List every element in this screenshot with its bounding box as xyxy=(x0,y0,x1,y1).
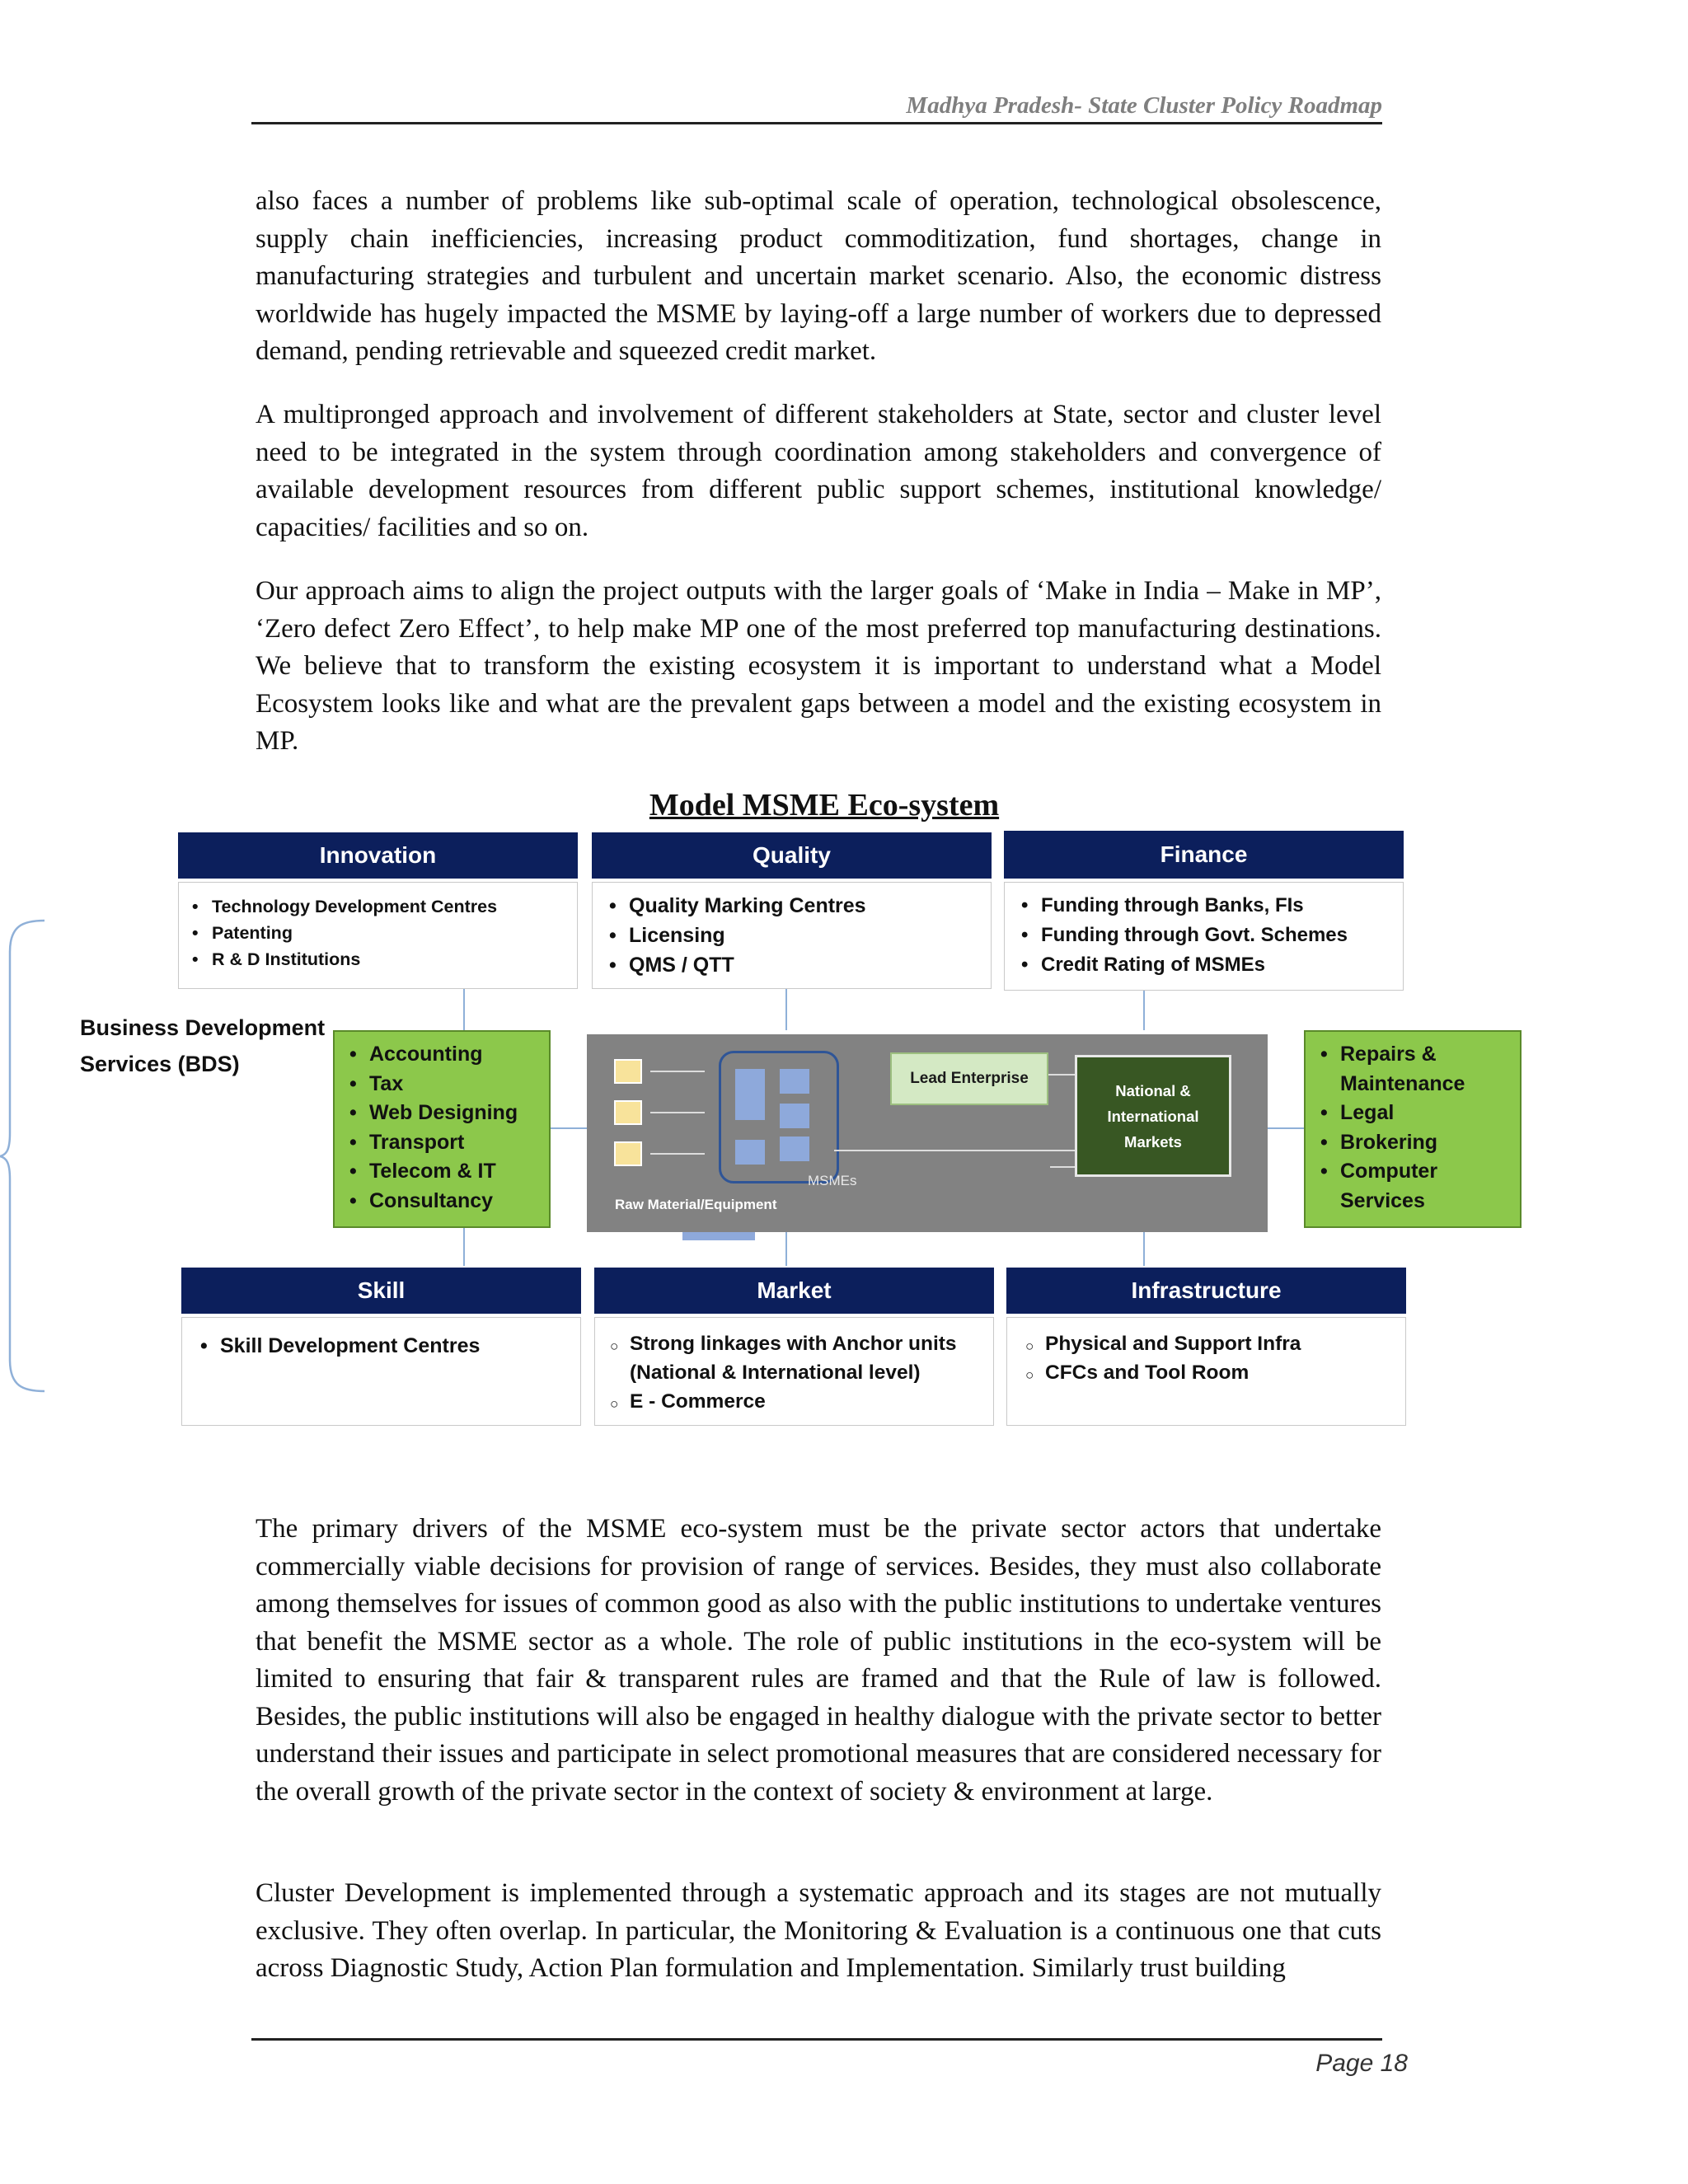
panel-tab xyxy=(682,1232,755,1240)
bds-bracket xyxy=(0,919,49,1393)
list-item: • Legal xyxy=(1320,1099,1512,1128)
connector-line xyxy=(463,989,465,1030)
msme-unit xyxy=(735,1140,765,1165)
skill-box xyxy=(181,1317,581,1426)
connector-line xyxy=(551,1127,587,1129)
innovation-box xyxy=(178,882,578,989)
header-rule xyxy=(251,122,1382,124)
flow-line xyxy=(650,1153,705,1155)
list-item: • Repairs & Maintenance xyxy=(1320,1040,1512,1099)
list-item: • Patenting xyxy=(192,920,564,946)
connector-line xyxy=(1143,989,1145,1030)
list-item: • Transport xyxy=(349,1128,539,1158)
connector-line xyxy=(463,1226,465,1266)
flow-line xyxy=(1050,1166,1075,1168)
connector-line xyxy=(1143,1226,1145,1266)
bds-label-line: Services (BDS) xyxy=(80,1052,240,1076)
list-item: ○ E - Commerce xyxy=(610,1387,978,1416)
market-box xyxy=(594,1317,994,1426)
list-item: • Licensing xyxy=(609,921,974,950)
paragraph-5: Cluster Development is implemented through a systematic approach and its stages are not mutually exclusive. They often overlap. In particular, the Monitoring & Evaluation is a continuous one that cuts across Diagnostic Study, Action Plan formulation and Implementation. Similarly trust building xyxy=(256,1878,1381,1983)
list-item: • Telecom & IT xyxy=(349,1157,539,1187)
list-item: ○ Physical and Support Infra xyxy=(1025,1329,1387,1358)
infrastructure-box xyxy=(1006,1317,1406,1426)
lead-enterprise-box: Lead Enterprise xyxy=(890,1052,1048,1105)
list-item: • Consultancy xyxy=(349,1187,539,1216)
raw-material-box xyxy=(614,1100,642,1125)
flow-line xyxy=(650,1112,705,1113)
connector-line xyxy=(785,1226,787,1266)
connector-line xyxy=(785,989,787,1030)
msme-cluster-panel xyxy=(587,1034,1268,1232)
quality-box xyxy=(592,882,992,989)
markets-label: International xyxy=(1107,1107,1199,1125)
quality-header: Quality xyxy=(592,832,992,879)
paragraph-2: A multipronged approach and involvement of different stakeholders at State, sector and cluster level need to be integrated in the system through coordination among stakeholders and convergence of available development resources from different public support schemes, institutional knowledge/ capacities/ facilities and so on. xyxy=(256,400,1381,542)
bds-label-line: Business Development xyxy=(80,1015,326,1040)
finance-box xyxy=(1004,882,1404,991)
flow-line xyxy=(650,1071,705,1072)
list-item: • Funding through Govt. Schemes xyxy=(1021,921,1386,950)
list-item: • Tax xyxy=(349,1070,539,1099)
list-item: ○ Strong linkages with Anchor units (National & International level) xyxy=(610,1329,978,1387)
infrastructure-header: Infrastructure xyxy=(1006,1268,1406,1314)
list-item: • Technology Development Centres xyxy=(192,893,564,920)
list-item: • Computer Services xyxy=(1320,1157,1512,1216)
skill-header: Skill xyxy=(181,1268,581,1314)
list-item: • Brokering xyxy=(1320,1128,1512,1158)
list-item: • Quality Marking Centres xyxy=(609,891,974,921)
msme-unit xyxy=(780,1104,809,1128)
list-item: • Funding through Banks, FIs xyxy=(1021,891,1386,921)
running-header: Madhya Pradesh- State Cluster Policy Roadmap xyxy=(906,92,1382,119)
list-item: • Accounting xyxy=(349,1040,539,1070)
list-item: • Credit Rating of MSMEs xyxy=(1021,950,1386,980)
raw-material-box xyxy=(614,1141,642,1166)
list-item: • Web Designing xyxy=(349,1099,539,1128)
raw-material-label: Raw Material/Equipment xyxy=(615,1197,777,1212)
msmes-label: MSMEs xyxy=(808,1173,857,1188)
msme-unit xyxy=(735,1069,765,1120)
list-item: • R & D Institutions xyxy=(192,946,564,972)
markets-box xyxy=(1075,1055,1231,1177)
bds-services-right xyxy=(1304,1030,1522,1228)
list-item: ○ CFCs and Tool Room xyxy=(1025,1358,1387,1387)
list-item: • Skill Development Centres xyxy=(200,1331,562,1361)
bds-services-left xyxy=(333,1030,551,1228)
markets-label: Markets xyxy=(1124,1132,1182,1151)
bds-label xyxy=(80,1010,325,1082)
list-item: • QMS / QTT xyxy=(609,950,974,980)
finance-header: Finance xyxy=(1004,831,1404,879)
msme-unit xyxy=(780,1069,809,1094)
paragraph-1: also faces a number of problems like sub-optimal scale of operation, technological obsolescence, supply chain inefficiencies, increasing product commoditization, fund shortages, change in manufacturing strategies and turbulent and uncertain market scenario. Also, the economic distress worldwide has hugely impacted the MSME by laying-off a large number of workers due to depressed demand, pending retrievable and squeezed credit market. xyxy=(256,186,1381,366)
page-number: Page 18 xyxy=(1315,2050,1408,2077)
market-header: Market xyxy=(594,1268,994,1314)
paragraph-3: Our approach aims to align the project outputs with the larger goals of ‘Make in India – Make in MP’, ‘Zero defect Zero Effect’, to help make MP one of the most preferred top manufacturing destinations. We believe that to transform the existing ecosystem it is important to understand what a Model Ecosystem looks like and what are the prevalent gaps between a model and the existing ecosystem in MP. xyxy=(256,576,1381,756)
footer-rule xyxy=(251,2038,1382,2041)
flow-line xyxy=(1048,1074,1075,1076)
flow-line xyxy=(834,1150,1075,1151)
paragraph-4: The primary drivers of the MSME eco-system must be the private sector actors that undertake commercially viable decisions for provision of range of services. Besides, they must also collaborate among themselves for issues of common good as also with the public institutions to undertake ventures that benefit the MSME sector as a whole. The role of public institutions in the eco-system will be limited to ensuring that fair & transparent rules are framed and that the Rule of law is followed. Besides, the public institutions will also be engaged in healthy dialogue with the private sector to better understand their issues and participate in select promotional measures that are considered necessary for the overall growth of the private sector in the context of society & environment at large. xyxy=(256,1514,1381,1807)
markets-label: National & xyxy=(1115,1081,1191,1099)
connector-line xyxy=(1268,1127,1304,1129)
diagram-title: Model MSME Eco-system xyxy=(649,788,1000,823)
msme-unit xyxy=(780,1137,809,1161)
raw-material-box xyxy=(614,1059,642,1084)
innovation-header: Innovation xyxy=(178,832,578,879)
